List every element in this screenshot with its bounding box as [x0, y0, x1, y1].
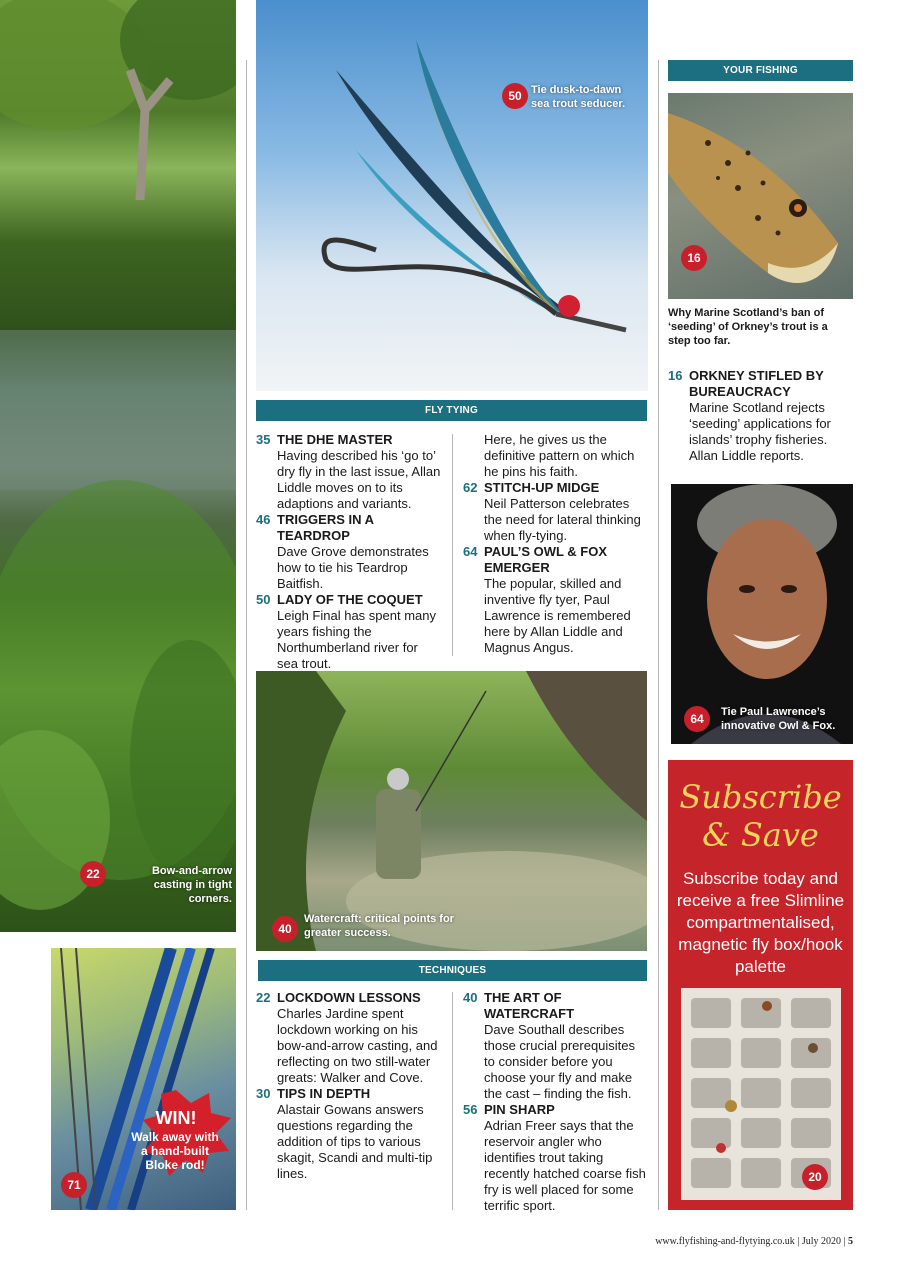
contents-entry[interactable] — [256, 432, 442, 512]
footer-separator: | — [797, 1236, 802, 1247]
contents-entry[interactable] — [256, 1086, 442, 1182]
column-divider — [658, 60, 659, 1210]
entry-description: Having described his ‘go to’ dry fly in the last issue, Allan Liddle moves on to its adaptions and variants. — [277, 448, 441, 511]
page-number: 16 — [668, 368, 683, 383]
page-footer — [600, 1236, 853, 1247]
entry-description: Marine Scotland rejects ‘seeding’ applications for islands’ trophy fisheries. Allan Liddle reports. — [689, 400, 831, 463]
contents-entry[interactable] — [668, 368, 853, 464]
footer-page-number: 5 — [848, 1236, 853, 1247]
entry-description: Leigh Final has spent many years fishing the Northumberland river for sea trout. — [277, 608, 436, 671]
entry-description: Neil Patterson celebrates the need for lateral thinking when fly-tying. — [484, 496, 641, 543]
fly-tying-left-column — [256, 432, 442, 672]
photo-caption: Tie Paul Lawrence’s innovative Owl & Fox. — [721, 706, 836, 732]
page-badge[interactable]: 20 — [802, 1164, 828, 1190]
page-number: 22 — [256, 990, 271, 1005]
page-badge[interactable]: 16 — [681, 245, 707, 271]
your-fishing-column — [668, 368, 853, 464]
page-badge[interactable]: 64 — [684, 706, 710, 732]
win-heading: WIN! — [155, 1108, 197, 1128]
fly-box-photo — [681, 988, 841, 1200]
techniques-right-column — [463, 990, 649, 1214]
entry-description: The popular, skilled and inventive fly tyer, Paul Lawrence is remembered here by Allan Liddle and Magnus Angus. — [484, 576, 631, 655]
photo-caption: Bow-and-arrow casting in tight corners. — [151, 865, 232, 905]
page-badge[interactable]: 40 — [272, 916, 298, 942]
column-divider — [452, 434, 453, 656]
contents-entry[interactable] — [463, 1102, 649, 1214]
section-header-fly-tying: FLY TYING — [256, 400, 647, 421]
page-badge[interactable]: 50 — [502, 83, 528, 109]
fly-photo — [256, 0, 648, 391]
footer-separator: | — [843, 1236, 848, 1247]
entry-title: THE ART OF WATERCRAFT — [484, 990, 575, 1021]
page-number: 46 — [256, 512, 271, 527]
section-header-your-fishing: YOUR FISHING — [668, 60, 853, 81]
contents-entry[interactable] — [256, 512, 442, 592]
page-badge[interactable]: 71 — [61, 1172, 87, 1198]
entry-title: TIPS IN DEPTH — [277, 1086, 371, 1101]
entry-title: PIN SHARP — [484, 1102, 555, 1117]
contents-entry[interactable] — [463, 480, 649, 544]
page-badge[interactable]: 22 — [80, 861, 106, 887]
subscribe-box[interactable] — [668, 760, 853, 1210]
page-number: 30 — [256, 1086, 271, 1101]
entry-description: Alastair Gowans answers questions regarding the addition of tips to various skagit, Scandi and multi-tip lines. — [277, 1102, 433, 1181]
riverbank-photo — [0, 0, 236, 932]
column-divider — [452, 992, 453, 1210]
win-promo[interactable] — [51, 948, 236, 1210]
continued-text — [463, 432, 649, 480]
entry-description: Dave Grove demonstrates how to tie his Teardrop Baitfish. — [277, 544, 429, 591]
entry-description: Adrian Freer says that the reservoir angler who identifies trout taking recently hatched coarse fish fry is well placed for some terrific sport. — [484, 1118, 646, 1213]
page-number: 56 — [463, 1102, 478, 1117]
page-number: 64 — [463, 544, 478, 559]
entry-description: Here, he gives us the definitive pattern on which he pins his faith. — [484, 432, 635, 479]
entry-description: Charles Jardine spent lockdown working on his bow-and-arrow casting, and reflecting on two still-water greats: Walker and Cove. — [277, 1006, 438, 1085]
page-number: 40 — [463, 990, 478, 1005]
contents-entry[interactable] — [463, 544, 649, 656]
subscribe-text: Subscribe today and receive a free Slimline compartmentalised, magnetic fly box/hook palette — [676, 869, 845, 976]
brown-trout-photo — [668, 93, 853, 299]
river-wading-photo — [256, 671, 647, 951]
fly-tying-right-column — [463, 432, 649, 656]
footer-url[interactable]: www.flyfishing-and-flytying.co.uk — [655, 1236, 795, 1247]
page-number: 62 — [463, 480, 478, 495]
entry-title: TRIGGERS IN A TEARDROP — [277, 512, 374, 543]
entry-description: Dave Southall describes those crucial prerequisites to consider before you choose your fly and make the cast – finding the fish. — [484, 1022, 636, 1101]
contents-entry[interactable] — [256, 592, 442, 672]
entry-title: THE DHE MASTER — [277, 432, 393, 447]
subscribe-script: Subscribe & Save — [679, 778, 842, 854]
section-header-techniques: TECHNIQUES — [258, 960, 647, 981]
photo-caption: Why Marine Scotland’s ban of ‘seeding’ of Orkney’s trout is a step too far. — [668, 307, 828, 347]
photo-caption: Tie dusk-to-dawn sea trout seducer. — [531, 84, 626, 110]
page-number: 35 — [256, 432, 271, 447]
entry-title: LADY OF THE COQUET — [277, 592, 423, 607]
win-text: Walk away with a hand-built Bloke rod! — [131, 1130, 219, 1172]
paul-lawrence-portrait — [671, 484, 853, 744]
photo-caption: Watercraft: critical points for greater success. — [304, 913, 454, 939]
page-number: 50 — [256, 592, 271, 607]
column-divider — [246, 60, 247, 1210]
entry-title: LOCKDOWN LESSONS — [277, 990, 421, 1005]
entry-title: ORKNEY STIFLED BY BUREAUCRACY — [689, 368, 824, 399]
contents-entry[interactable] — [463, 990, 649, 1102]
contents-entry[interactable] — [256, 990, 442, 1086]
techniques-left-column — [256, 990, 442, 1182]
footer-issue: July 2020 — [801, 1236, 841, 1247]
entry-title: PAUL’S OWL & FOX EMERGER — [484, 544, 608, 575]
entry-title: STITCH-UP MIDGE — [484, 480, 600, 495]
